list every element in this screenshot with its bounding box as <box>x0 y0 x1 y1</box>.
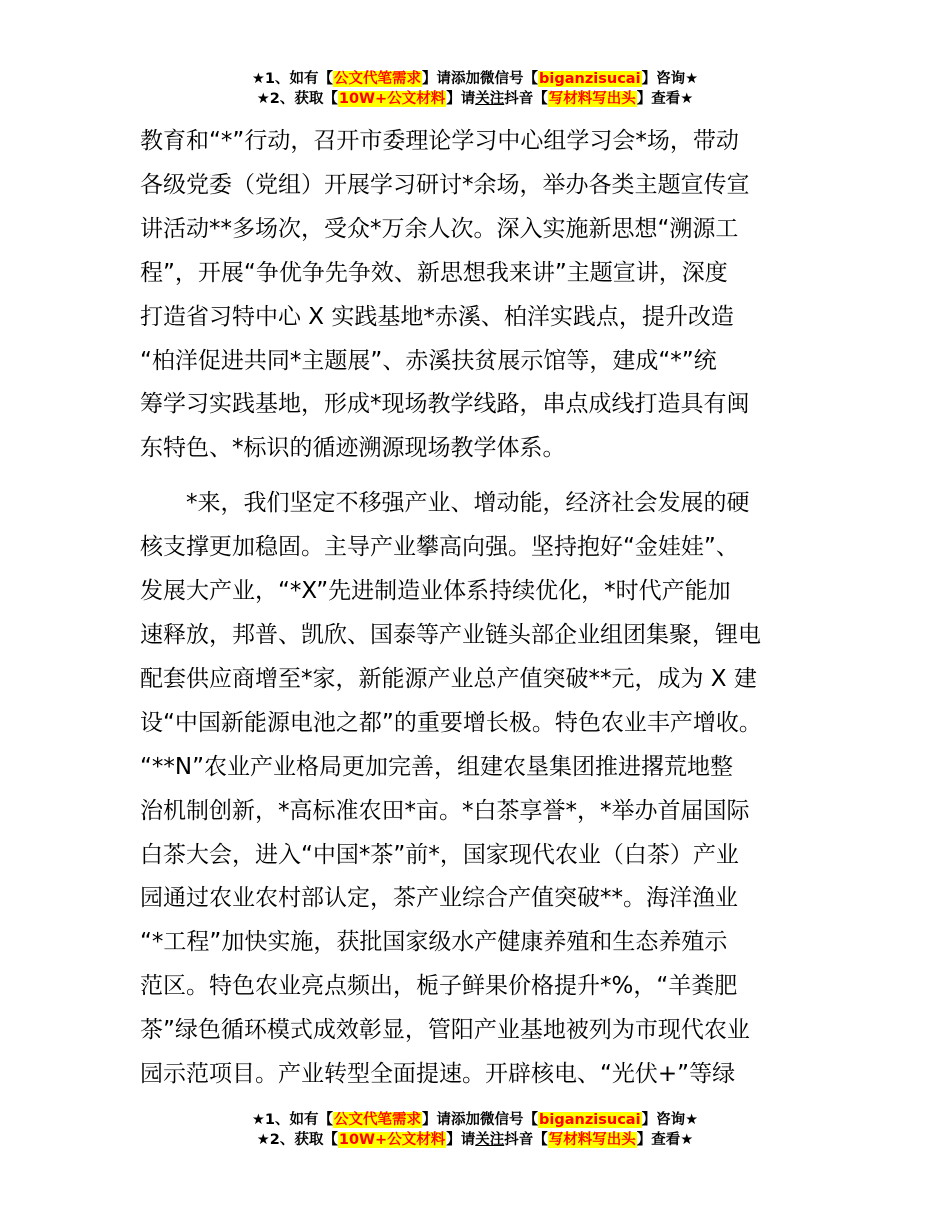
banner-text: 】查看★ <box>636 1132 694 1148</box>
banner-highlight: 10W+公文材料 <box>338 1132 446 1148</box>
banner-text: 】咨询★ <box>641 71 699 87</box>
banner-highlight: biganzisucai <box>539 1112 641 1128</box>
text-line: 东特色、*标识的循迹溯源现场教学体系。 <box>140 435 566 462</box>
text-line: 核支撑更加稳固。主导产业攀高向强。坚持抱好“金娃娃”、 <box>140 534 739 561</box>
text-line: 白茶大会，进入“中国*茶”前*，国家现代农业（白茶）产业 <box>140 841 739 868</box>
text-line: 园示范项目。产业转型全面提速。开辟核电、“光伏+”等绿 <box>140 1061 736 1088</box>
banner-highlight: 写材料写出头 <box>548 91 636 107</box>
banner-text: 】请添 <box>422 71 466 87</box>
paragraph-1 <box>140 120 815 471</box>
text-line: “柏洋促进共同*主题展”、赤溪扶贫展示馆等，建成“*”统 <box>140 347 717 374</box>
text-line: 园通过农业农村部认定，茶产业综合产值突破**。海洋渔业 <box>140 885 738 912</box>
banner-highlight: biganzisucai <box>539 71 641 87</box>
text-line: 筹学习实践基地，形成*现场教学线路，串点成线打造具有闽 <box>140 391 750 418</box>
banner-text: 微信号【 <box>480 1112 539 1128</box>
banner-text: 】请添 <box>422 1112 466 1128</box>
banner-highlight: 公文代笔需求 <box>334 1112 422 1128</box>
banner-text: ★1、如有【 <box>251 71 334 87</box>
banner-text: ★2、获取【 <box>256 91 338 107</box>
text-line: 治机制创新，*高标准农田*亩。*白茶享誉*，*举办首届国际 <box>140 797 750 824</box>
banner-highlight: 写材料写出头 <box>548 1132 636 1148</box>
banner-text: 】请 <box>446 91 476 107</box>
banner-text: 微信号【 <box>480 71 539 87</box>
text-line: 范区。特色农业亮点频出，栀子鲜果价格提升*%，“羊粪肥 <box>140 973 738 1000</box>
text-line: 配套供应商增至*家，新能源产业总产值突破**元，成为 X 建 <box>140 665 757 692</box>
banner-text: ★1、如有【 <box>251 1112 334 1128</box>
header-banner-line-2 <box>0 89 950 109</box>
text-line: 打造省习特中心 X 实践基地*赤溪、柏洋实践点，提升改造 <box>140 303 734 330</box>
banner-highlight: 公文代笔需求 <box>334 71 422 87</box>
text-line: 各级党委（党组）开展学习研讨*余场，举办各类主题宣传宣 <box>140 171 750 198</box>
text-line: “**N”农业产业格局更加完善，组建农垦集团推进撂荒地整 <box>140 753 734 780</box>
document-body <box>140 120 815 1097</box>
text-line: 茶”绿色循环模式成效彰显，管阳产业基地被列为市现代农业 <box>140 1017 750 1044</box>
text-line: *来，我们坚定不移强产业、增动能，经济社会发展的硬 <box>140 490 750 517</box>
banner-text: 抖音【 <box>504 1132 548 1148</box>
text-line: 讲活动**多场次，受众*万余人次。深入实施新思想“溯源工 <box>140 215 739 242</box>
banner-text: 加 <box>465 1112 481 1128</box>
banner-text: 关注 <box>475 1132 505 1148</box>
footer-banner-line-1 <box>0 1110 950 1130</box>
text-line: “*工程”加快实施，获批国家级水产健康养殖和生态养殖示 <box>140 929 728 956</box>
banner-highlight: 10W+公文材料 <box>338 91 446 107</box>
header-banner-line-1 <box>0 69 950 89</box>
banner-text: 】查看★ <box>636 91 694 107</box>
banner-text: ★2、获取【 <box>256 1132 338 1148</box>
banner-text: 加 <box>465 71 481 87</box>
paragraph-2 <box>140 482 815 1097</box>
header-banner <box>0 69 950 109</box>
text-line: 速释放，邦普、凯欣、国泰等产业链头部企业组团集聚，锂电 <box>140 621 761 648</box>
text-line: 设“中国新能源电池之都”的重要增长极。特色农业丰产增收。 <box>140 709 762 736</box>
text-line: 教育和“*”行动，召开市委理论学习中心组学习会*场，带动 <box>140 128 739 154</box>
text-line: 发展大产业，“*X”先进制造业体系持续优化，*时代产能加 <box>140 578 731 605</box>
footer-banner <box>0 1110 950 1150</box>
footer-banner-line-2 <box>0 1130 950 1150</box>
text-line: 程”，开展“争优争先争效、新思想我来讲”主题宣讲，深度 <box>140 259 728 286</box>
banner-text: 】请 <box>446 1132 476 1148</box>
banner-text: 关注 <box>475 91 505 107</box>
banner-text: 抖音【 <box>504 91 548 107</box>
banner-text: 】咨询★ <box>641 1112 699 1128</box>
